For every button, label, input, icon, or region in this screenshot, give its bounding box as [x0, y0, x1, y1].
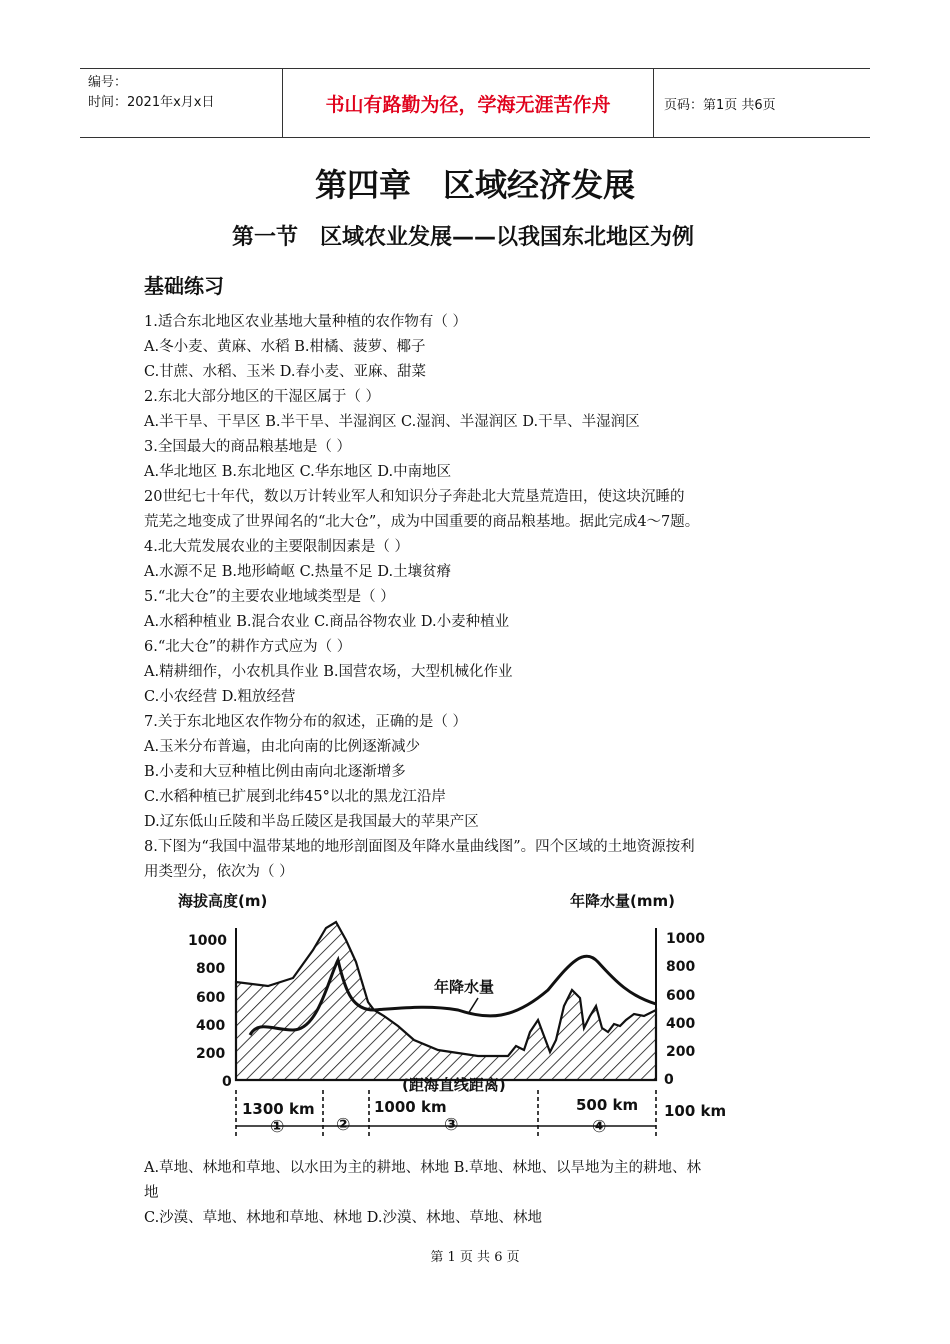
- question-line: A.华北地区 B.东北地区 C.华东地区 D.中南地区: [144, 464, 452, 480]
- question-line: A.精耕细作，小农机具作业 B.国营农场，大型机械化作业: [144, 664, 513, 680]
- right-tick: 1000: [666, 931, 705, 947]
- terrain-area: [236, 922, 656, 1080]
- page-info: 页码：第1页 共6页: [664, 97, 776, 113]
- distance-label: (距海直线距离): [402, 1076, 506, 1094]
- right-axis-title: 年降水量(mm): [570, 892, 675, 910]
- left-tick: 1000: [188, 933, 227, 949]
- left-tick: 600: [196, 990, 226, 1006]
- chapter-name: 区域经济发展: [443, 166, 636, 204]
- left-tick: 800: [196, 961, 226, 977]
- question-line: A.水源不足 B.地形崎岖 C.热量不足 D.土壤贫瘠: [144, 564, 452, 580]
- right-tick: 800: [666, 959, 696, 975]
- right-tick: 400: [666, 1016, 696, 1032]
- date-label: 时间：2021年x月x日: [88, 95, 215, 110]
- passage-line: 20世纪七十年代，数以万计转业军人和知识分子奔赴北大荒垦荒造田，使这块沉睡的: [144, 489, 685, 505]
- question-line: C.水稻种植已扩展到北纬45°以北的黑龙江沿岸: [144, 789, 446, 805]
- question-line: C.小农经营 D.粗放经营: [144, 689, 296, 705]
- terrain-profile-figure: [178, 880, 738, 1150]
- left-tick: 200: [196, 1046, 226, 1062]
- segment-label: 500 km: [576, 1096, 639, 1114]
- question-line: A.半干旱、干旱区 B.半干旱、半湿润区 C.湿润、半湿润区 D.干旱、半湿润区: [144, 414, 640, 430]
- question-line: 5.“北大仓”的主要农业地域类型是（ ）: [144, 589, 395, 605]
- section-heading: 基础练习: [144, 274, 224, 298]
- left-tick: 0: [222, 1074, 232, 1090]
- header-table: [80, 68, 870, 138]
- motto: 书山有路勤为径，学海无涯苦作舟: [282, 69, 654, 137]
- left-tick: 400: [196, 1018, 226, 1034]
- question-line: 2.东北大部分地区的干湿区属于（ ）: [144, 389, 380, 405]
- question-line: 8.下图为“我国中温带某地的地形剖面图及年降水量曲线图”。四个区域的土地资源按利: [144, 839, 695, 855]
- region-marker: ③: [444, 1115, 459, 1135]
- question-line: B.小麦和大豆种植比例由南向北逐渐增多: [144, 764, 406, 780]
- right-tick: 200: [666, 1044, 696, 1060]
- question-line: 4.北大荒发展农业的主要限制因素是（ ）: [144, 539, 409, 555]
- chapter-title: [0, 160, 950, 206]
- chapter-number: 第四章: [314, 166, 411, 204]
- question-line: 6.“北大仓”的耕作方式应为（ ）: [144, 639, 352, 655]
- question-line: 3.全国最大的商品粮基地是（ ）: [144, 439, 351, 455]
- region-marker: ②: [336, 1115, 351, 1135]
- section-number: 第一节: [232, 225, 299, 250]
- question-line: 7.关于东北地区农作物分布的叙述，正确的是（ ）: [144, 714, 467, 730]
- answer-line: C.沙漠、草地、林地和草地、林地 D.沙漠、林地、草地、林地: [144, 1210, 543, 1226]
- passage-line: 荒芜之地变成了世界闻名的“北大仓”，成为中国重要的商品粮基地。据此完成4～7题。: [144, 514, 700, 530]
- question-line: 用类型分，依次为（ ）: [144, 864, 294, 880]
- left-axis-title: 海拔高度(m): [178, 892, 268, 910]
- right-tick: 0: [664, 1072, 674, 1088]
- right-tick: 600: [666, 988, 696, 1004]
- section-subtitle: [232, 220, 694, 251]
- question-line: 1.适合东北地区农业基地大量种植的农作物有（ ）: [144, 314, 467, 330]
- question-line: C.甘蔗、水稻、玉米 D.春小麦、亚麻、甜菜: [144, 364, 427, 380]
- answer-line: 地: [144, 1185, 159, 1201]
- segment-label: 1300 km: [242, 1100, 315, 1118]
- segment-label: 100 km: [664, 1102, 727, 1120]
- code-label: 编号：: [88, 75, 128, 90]
- question-line: A.玉米分布普遍，由北向南的比例逐渐减少: [144, 739, 421, 755]
- question-line: A.冬小麦、黄麻、水稻 B.柑橘、菠萝、椰子: [144, 339, 426, 355]
- region-marker: ①: [270, 1117, 285, 1137]
- section-name: 区域农业发展——以我国东北地区为例: [320, 225, 695, 250]
- answer-line: A.草地、林地和草地、以水田为主的耕地、林地 B.草地、林地、以旱地为主的耕地、林: [144, 1160, 701, 1176]
- question-line: A.水稻种植业 B.混合农业 C.商品谷物农业 D.小麦种植业: [144, 614, 510, 630]
- segment-label: 1000 km: [374, 1098, 447, 1116]
- region-marker: ④: [592, 1117, 607, 1137]
- header-meta: [80, 69, 282, 137]
- curve-label: 年降水量: [434, 978, 495, 996]
- page-footer: 第 1 页 共 6 页: [430, 1250, 520, 1265]
- question-line: D.辽东低山丘陵和半岛丘陵区是我国最大的苹果产区: [144, 814, 479, 830]
